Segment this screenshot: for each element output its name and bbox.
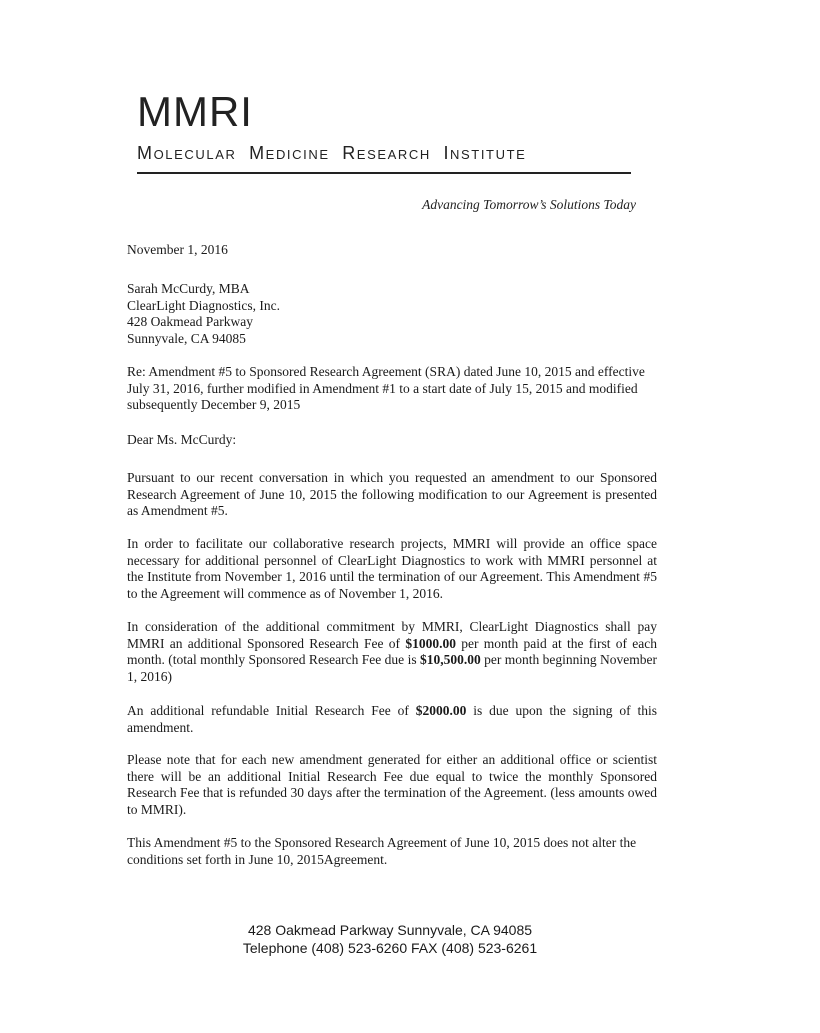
initial-fee-text-b: is due upon the signing of this amendment. (127, 703, 657, 735)
tagline: Advancing Tomorrow’s Solutions Today (422, 197, 636, 212)
subject-line: Re: Amendment #5 to Sponsored Research Agreement (SRA) dated June 10, 2015 and effective July 31, 2016, further modified in Amendment #1 to a start date of July 15, 2015 and modified subsequently December 9, 2015 (127, 364, 645, 413)
letterhead-divider (137, 172, 631, 174)
paragraph-request: Pursuant to our recent conversation in which you requested an amendment to our Sponsored Research Agreement of June 10, 2015 the following modification to our Agreement is presented as Amendment #5. (127, 470, 657, 519)
recipient-address (127, 281, 657, 347)
paragraph-initial-fee (127, 703, 657, 736)
recipient-street: 428 Oakmead Parkway (127, 314, 253, 330)
footer-address: 428 Oakmead Parkway Sunnyvale, CA 94085 (247, 922, 533, 938)
initial-fee: $2000.00 (415, 703, 467, 718)
salutation: Dear Ms. McCurdy: (127, 432, 237, 447)
paragraph-office-space: In order to facilitate our collaborative research projects, MMRI will provide an office space necessary for additional personnel of ClearLight Diagnostics to work with MMRI personnel at the Institute from November 1, 2016 until the termination of our Agreement. This Amendment #5 to the Agreement will commence as of November 1, 2016. (127, 536, 657, 601)
fees-text-b: per month paid at the first of each month. (total monthly Sponsored Research Fee due is (127, 635, 657, 668)
fees-text-a: In consideration of the additional commitment by MMRI, ClearLight Diagnostics shall pay MMRI an additional Sponsored Research Fee of (127, 619, 657, 651)
monthly-fee: $1000.00 (405, 635, 456, 651)
recipient-city: Sunnyvale, CA 94085 (127, 330, 246, 346)
logo-acronym: MMRI (137, 88, 253, 135)
fees-text-c: per month beginning November 1, 2016) (127, 652, 657, 684)
letter-date: November 1, 2016 (127, 242, 228, 257)
total-monthly-fee: $10,500.00 (419, 652, 481, 668)
footer-contact: Telephone (408) 523-6260 FAX (408) 523-6261 (242, 940, 538, 956)
paragraph-amendment-note: Please note that for each new amendment generated for either an additional office or scientist there will be an additional Initial Research Fee due equal to twice the monthly Sponsored Research Fee that is refunded 30 days after the termination of the Agreement. (less amounts owed to MMRI). (127, 752, 657, 817)
paragraph-fees (127, 619, 657, 685)
logo-full-name: Molecular Medicine Research Institute (137, 143, 527, 163)
recipient-name: Sarah McCurdy, MBA (127, 281, 250, 296)
recipient-company: ClearLight Diagnostics, Inc. (127, 297, 280, 313)
paragraph-conditions: This Amendment #5 to the Sponsored Research Agreement of June 10, 2015 does not alter the conditions set forth in June 10, 2015Agreement. (127, 835, 637, 867)
initial-fee-text-a: An additional refundable Initial Research Fee of (127, 703, 416, 718)
